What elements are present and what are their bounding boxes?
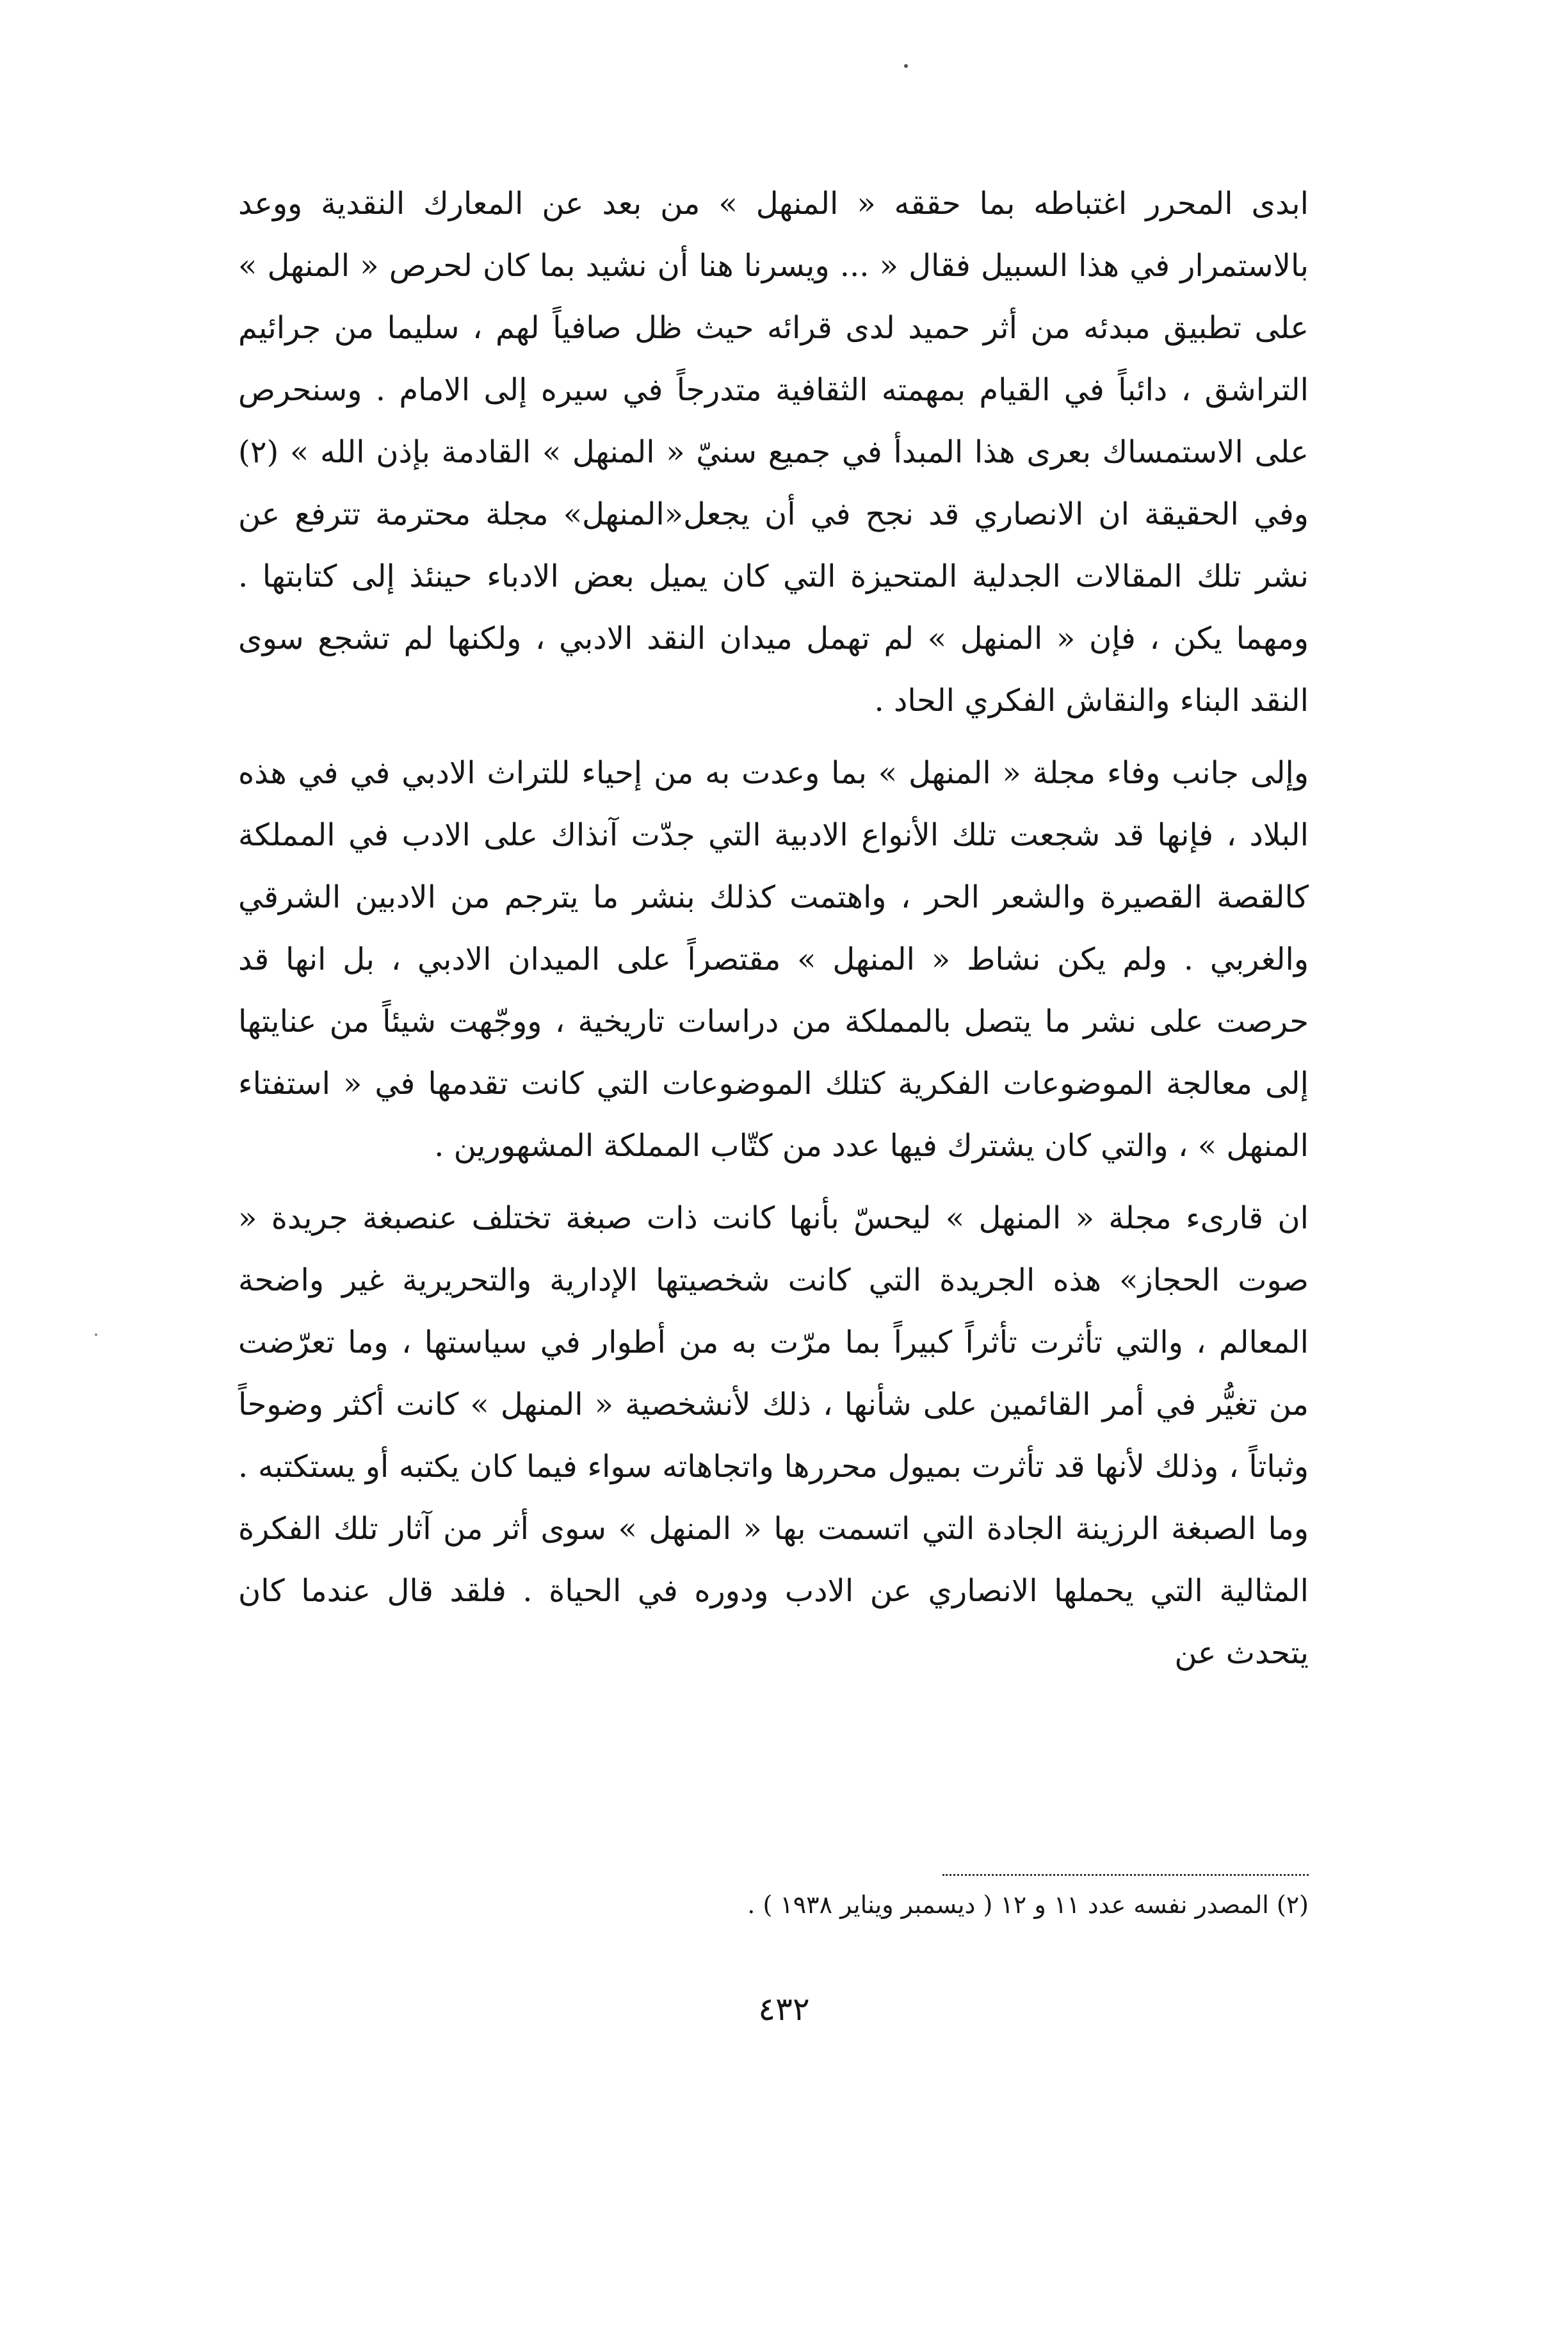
paragraph-1: ابدى المحرر اغتباطه بما حققه « المنهل » من بعد عن المعارك النقدية ووعد بالاستمرار في هذا السبيل فقال « ... ويسرنا هنا أن نشيد بما كان لحرص « المنهل » على تطبيق مبدئه من أثر حميد لدى قرائه حيث ظل صافياً لهم ، سليما من جرائيم التراشق ، دائباً في القيام بمهمته الثقافية متدرجاً في سيره إلى الامام . وسنحرص على الاستمساك بعرى هذا المبدأ في جميع سنيّ « المنهل » القادمة بإذن الله » (٢) وفي الحقيقة ان الانصاري قد نجح في أن يجعل«المنهل» مجلة محترمة تترفع عن نشر تلك المقالات الجدلية المتحيزة التي كان يميل بعض الادباء حينئذ إلى كتابتها . ومهما يكن ، فإن « المنهل » لم تهمل ميدان النقد الادبي ، ولكنها لم تشجع سوى النقد البناء والنقاش الفكري الحاد . <box>238 186 1309 719</box>
scan-speck <box>95 1333 97 1336</box>
footnote: (٢) المصدر نفسه عدد ١١ و ١٢ ( ديسمبر ويناير ١٩٣٨ ) . <box>747 1891 1309 1919</box>
body-text <box>238 173 1309 1684</box>
footnote-separator <box>942 1874 1309 1876</box>
scan-speck <box>904 64 908 68</box>
paragraph-2: وإلى جانب وفاء مجلة « المنهل » بما وعدت به من إحياء للتراث الادبي في في هذه البلاد ، فإنها قد شجعت تلك الأنواع الادبية التي جدّت آنذاك على الادب في المملكة كالقصة القصيرة والشعر الحر ، واهتمت كذلك بنشر ما يترجم من الادبين الشرقي والغربي . ولم يكن نشاط « المنهل » مقتصراً على الميدان الادبي ، بل انها قد حرصت على نشر ما يتصل بالمملكة من دراسات تاريخية ، ووجّهت شيئاً من عنايتها إلى معالجة الموضوعات الفكرية كتلك الموضوعات التي كانت تقدمها في « استفتاء المنهل » ، والتي كان يشترك فيها عدد من كتّاب المملكة المشهورين . <box>238 755 1309 1164</box>
page-number: ٤٣٢ <box>758 1991 810 2028</box>
paragraph-3: ان قارىء مجلة « المنهل » ليحسّ بأنها كانت ذات صبغة تختلف عنصبغة جريدة « صوت الحجاز» هذه الجريدة التي كانت شخصيتها الإدارية والتحريرية غير واضحة المعالم ، والتي تأثرت تأثراً كبيراً بما مرّت به من أطوار في سياستها ، وما تعرّضت من تغيُّر في أمر القائمين على شأنها ، ذلك لأنشخصية « المنهل » كانت أكثر وضوحاً وثباتاً ، وذلك لأنها قد تأثرت بميول محررها واتجاهاته سواء فيما كان يكتبه أو يستكتبه . وما الصبغة الرزينة الجادة التي اتسمت بها « المنهل » سوى أثر من آثار تلك الفكرة المثالية التي يحملها الانصاري عن الادب ودوره في الحياة . فلقد قال عندما كان يتحدث عن <box>238 1200 1309 1671</box>
